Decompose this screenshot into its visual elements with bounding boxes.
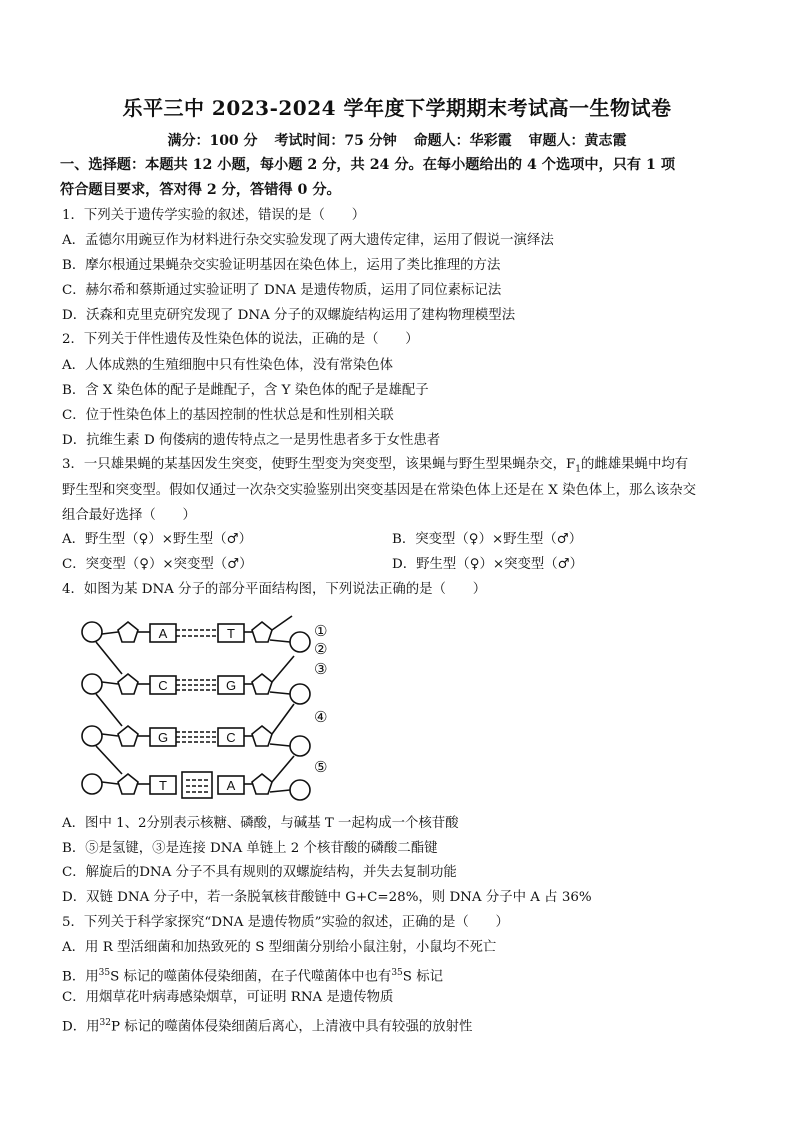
phosphate-circle: [290, 632, 310, 652]
marker-5: ⑤: [314, 758, 328, 776]
q2-option-a: A．人体成熟的生殖细胞中只有性染色体，没有常染色体: [62, 358, 394, 373]
q2-option-c: C．位于性染色体上的基因控制的性状总是和性别相关联: [62, 408, 394, 423]
q4-stem: 4．如图为某 DNA 分子的部分平面结构图，下列说法正确的是（ ）: [62, 582, 487, 597]
isotope-sup: 35: [98, 968, 111, 978]
deoxyribose-pentagon: [252, 674, 272, 694]
phosphate-circle: [290, 780, 310, 800]
base-label: A: [158, 626, 168, 641]
q3-option-c: C．突变型（♀）×突变型（♂）: [62, 557, 253, 572]
exam-meta: [0, 130, 794, 150]
deoxyribose-pentagon: [118, 774, 138, 794]
marker-1: ①: [314, 622, 328, 640]
section-heading-line-2: 符合题目要求，答对得 2 分，答错得 0 分。: [60, 182, 341, 198]
section-heading-line-1: 一、选择题：本题共 12 小题，每小题 2 分，共 24 分。在每小题给出的 4 个选项中，只有 1 项: [60, 157, 676, 173]
marker-4: ④: [314, 708, 328, 726]
q3-stem-text: 3．一只雄果蝇的某基因发生突变，使野生型变为突变型，该果蝇与野生型果蝇杂交，F: [62, 457, 576, 472]
phosphate-circle: [290, 736, 310, 756]
q1-option-a: A．孟德尔用豌豆作为材料进行杂交实验发现了两大遗传定律，运用了假说一演绎法: [62, 233, 554, 248]
base-label: A: [226, 778, 236, 793]
q2-stem: 2．下列关于伴性遗传及性染色体的说法，正确的是（ ）: [62, 332, 419, 347]
deoxyribose-pentagon: [252, 774, 272, 794]
q4-option-d: D．双链 DNA 分子中，若一条脱氧核苷酸链中 G+C=28%，则 DNA 分子中 A 占 36%: [62, 890, 592, 905]
full-score: 满分：100 分: [167, 133, 258, 149]
base-label: G: [225, 678, 237, 693]
setter: 命题人：华彩霞: [413, 133, 512, 149]
q4-option-a: A．图中 1、2分别表示核糖、磷酸，与碱基 T 一起构成一个核苷酸: [62, 816, 459, 831]
base-label: G: [157, 730, 169, 745]
marker-3: ③: [314, 660, 328, 678]
phosphate-circle: [82, 774, 102, 794]
q5-option-a: A．用 R 型活细菌和加热致死的 S 型细菌分别给小鼠注射，小鼠均不死亡: [62, 940, 497, 955]
phosphate-circle: [82, 726, 102, 746]
q5-d-text: D．用: [62, 1019, 100, 1035]
q5-b-text-2: S 标记的噬菌体侵染细菌，在子代噬菌体中也有: [110, 969, 392, 985]
phosphate-circle: [290, 684, 310, 704]
q1-stem: 1．下列关于遗传学实验的叙述，错误的是（ ）: [62, 208, 366, 223]
q1-option-c: C．赫尔希和蔡斯通过实验证明了 DNA 是遗传物质，运用了同位素标记法: [62, 283, 502, 298]
phosphate-circle: [82, 622, 102, 642]
deoxyribose-pentagon: [118, 674, 138, 694]
q1-option-d: D．沃森和克里克研究发现了 DNA 分子的双螺旋结构运用了建构物理模型法: [62, 308, 516, 323]
deoxyribose-pentagon: [252, 726, 272, 746]
q2-option-d: D．抗维生素 D 佝偻病的遗传特点之一是男性患者多于女性患者: [62, 433, 441, 448]
q5-d-text-2: P 标记的噬菌体侵染细菌后离心，上清液中具有较强的放射性: [110, 1019, 473, 1035]
phosphate-circle: [82, 674, 102, 694]
deoxyribose-pentagon: [118, 726, 138, 746]
base-label: C: [226, 730, 236, 745]
exam-time: 考试时间：75 分钟: [274, 133, 397, 149]
base-label: C: [158, 678, 168, 693]
q3-stem-line-2: 野生型和突变型。假如仅通过一次杂交实验鉴别出突变基因是在常染色体上还是在 X 染色体上，那么该杂交: [62, 483, 697, 498]
q3-options-row-2: [62, 555, 742, 575]
isotope-sup: 32: [99, 1018, 111, 1028]
deoxyribose-pentagon: [252, 622, 272, 642]
base-label: T: [159, 778, 167, 793]
isotope-sup: 35: [391, 968, 403, 978]
q1-option-b: B．摩尔根通过果蝇杂交实验证明基因在染色体上，运用了类比推理的方法: [62, 258, 501, 273]
page-title: 乐平三中 2023-2024 学年度下学期期末考试高一生物试卷: [122, 96, 672, 120]
q5-b-text-3: S 标记: [402, 969, 443, 985]
deoxyribose-pentagon: [118, 622, 138, 642]
q5-option-b: [62, 963, 742, 987]
base-label: T: [227, 626, 235, 641]
marker-2: ②: [314, 640, 328, 658]
q2-option-b: B．含 X 染色体的配子是雌配子，含 Y 染色体的配子是雄配子: [62, 383, 429, 398]
q3-options-row-1: [62, 530, 742, 550]
dna-structure-diagram: [78, 612, 338, 802]
q5-b-text: B．用: [62, 969, 99, 985]
q3-stem-text-2: 的雌雄果蝇中均有: [581, 457, 689, 472]
q4-option-c: C．解旋后的DNA 分子不具有规则的双螺旋结构，并失去复制功能: [62, 865, 457, 880]
q3-option-d: D．野生型（♀）×突变型（♂）: [392, 557, 584, 572]
q5-stem: 5．下列关于科学家探究“DNA 是遗传物质”实验的叙述，正确的是（ ）: [62, 915, 509, 930]
q3-stem-line-3: 组合最好选择（ ）: [62, 508, 196, 523]
q3-option-a: A．野生型（♀）×野生型（♂）: [62, 532, 252, 547]
q3-subscript: 1: [575, 464, 581, 475]
reviewer: 审题人：黄志霞: [528, 133, 627, 149]
q4-option-b: B．⑤是氢键，③是连接 DNA 单链上 2 个核苷酸的磷酸二酯键: [62, 841, 438, 856]
q5-option-c: C．用烟草花叶病毒感染烟草，可证明 RNA 是遗传物质: [62, 990, 394, 1005]
q5-option-d: [62, 1013, 742, 1037]
q3-option-b: B．突变型（♀）×野生型（♂）: [392, 532, 583, 547]
q3-stem-line-1: [62, 455, 742, 480]
